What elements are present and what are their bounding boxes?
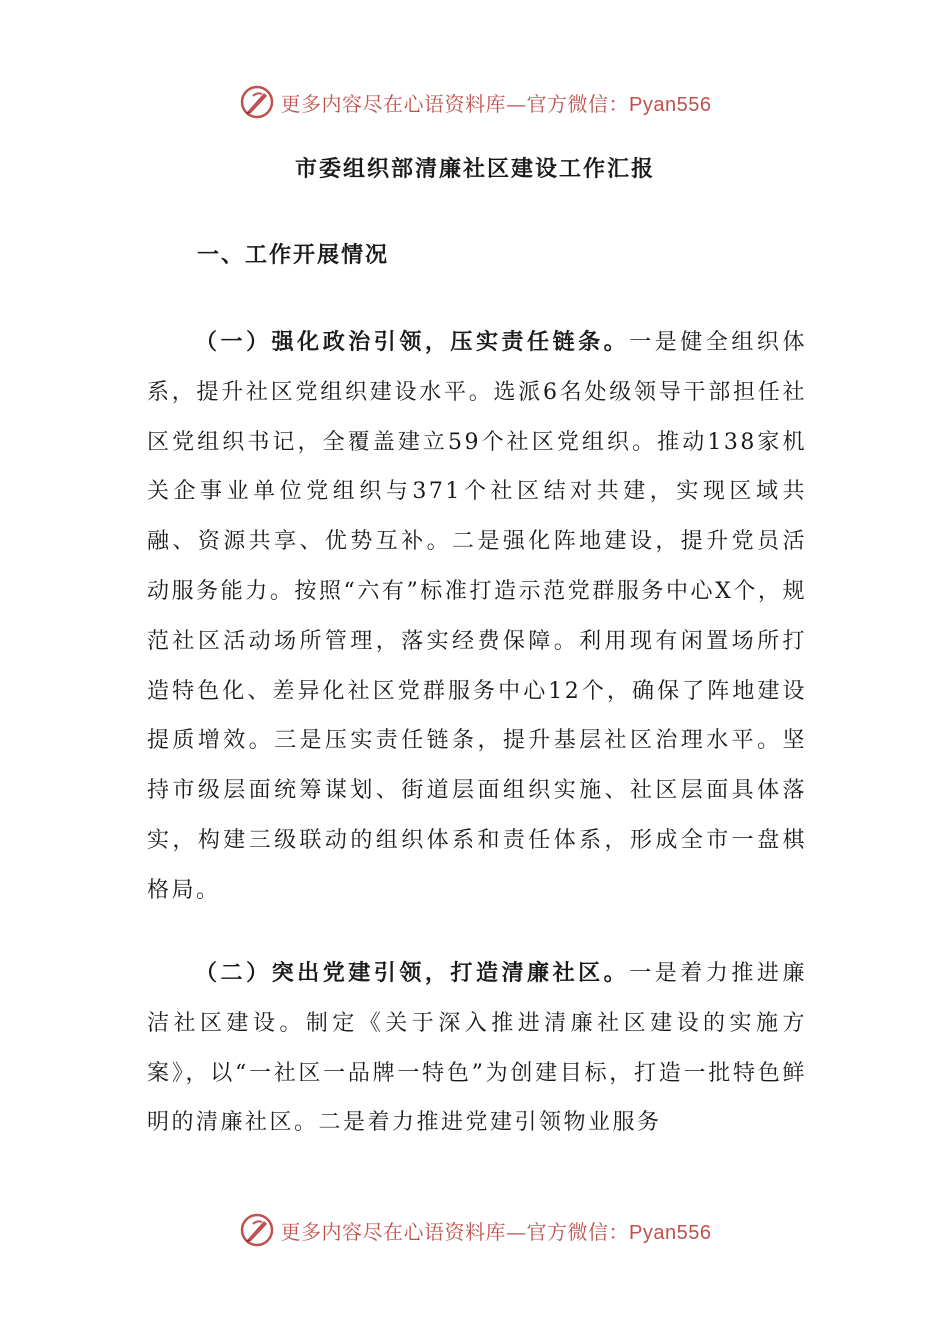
watermark-text	[281, 1216, 712, 1245]
paragraph-1-lead: （一）强化政治引领，压实责任链条。	[195, 329, 630, 355]
watermark-text-cn: 更多内容尽在心语资料库—官方微信：	[280, 1219, 630, 1244]
watermark-text-cn: 更多内容尽在心语资料库—官方微信：	[280, 91, 630, 116]
header-watermark	[0, 82, 950, 122]
paragraph-2-lead: （二）突出党建引领，打造清廉社区。	[195, 960, 630, 986]
pen-logo-icon	[239, 1212, 275, 1248]
footer-watermark	[0, 1210, 950, 1250]
pen-logo-icon	[239, 84, 275, 120]
watermark-wechat-id: Pyan556	[629, 93, 712, 116]
paragraph-1-body: 一是健全组织体系，提升社区党组织建设水平。选派6名处级领导干部担任社区党组织书记，全覆盖建立59个社区党组织。推动138家机关企事业单位党组织与371个社区结对共建，实现区域共融、资源共享、优势互补。二是强化阵地建设，提升党员活动服务能力。按照“六有”标准打造示范党群服务中心X个，规范社区活动场所管理，落实经费保障。利用现有闲置场所打造特色化、差异化社区党群服务中心12个，确保了阵地建设提质增效。三是压实责任链条，提升基层社区治理水平。坚持市级层面统筹谋划、街道层面组织实施、社区层面具体落实，构建三级联动的组织体系和责任体系，形成全市一盘棋格局。	[147, 330, 807, 903]
paragraph-1	[147, 318, 807, 916]
section-heading: 一、工作开展情况	[197, 242, 390, 268]
paragraph-2-body: 一是着力推进廉洁社区建设。制定《关于深入推进清廉社区建设的实施方案》，以“一社区一品牌一特色”为创建目标，打造一批特色鲜明的清廉社区。二是着力推进党建引领物业服务	[147, 961, 807, 1136]
watermark-text	[281, 88, 712, 117]
watermark-wechat-id: Pyan556	[629, 1221, 712, 1244]
paragraph-2	[147, 949, 807, 1148]
document-title: 市委组织部清廉社区建设工作汇报	[294, 156, 655, 182]
